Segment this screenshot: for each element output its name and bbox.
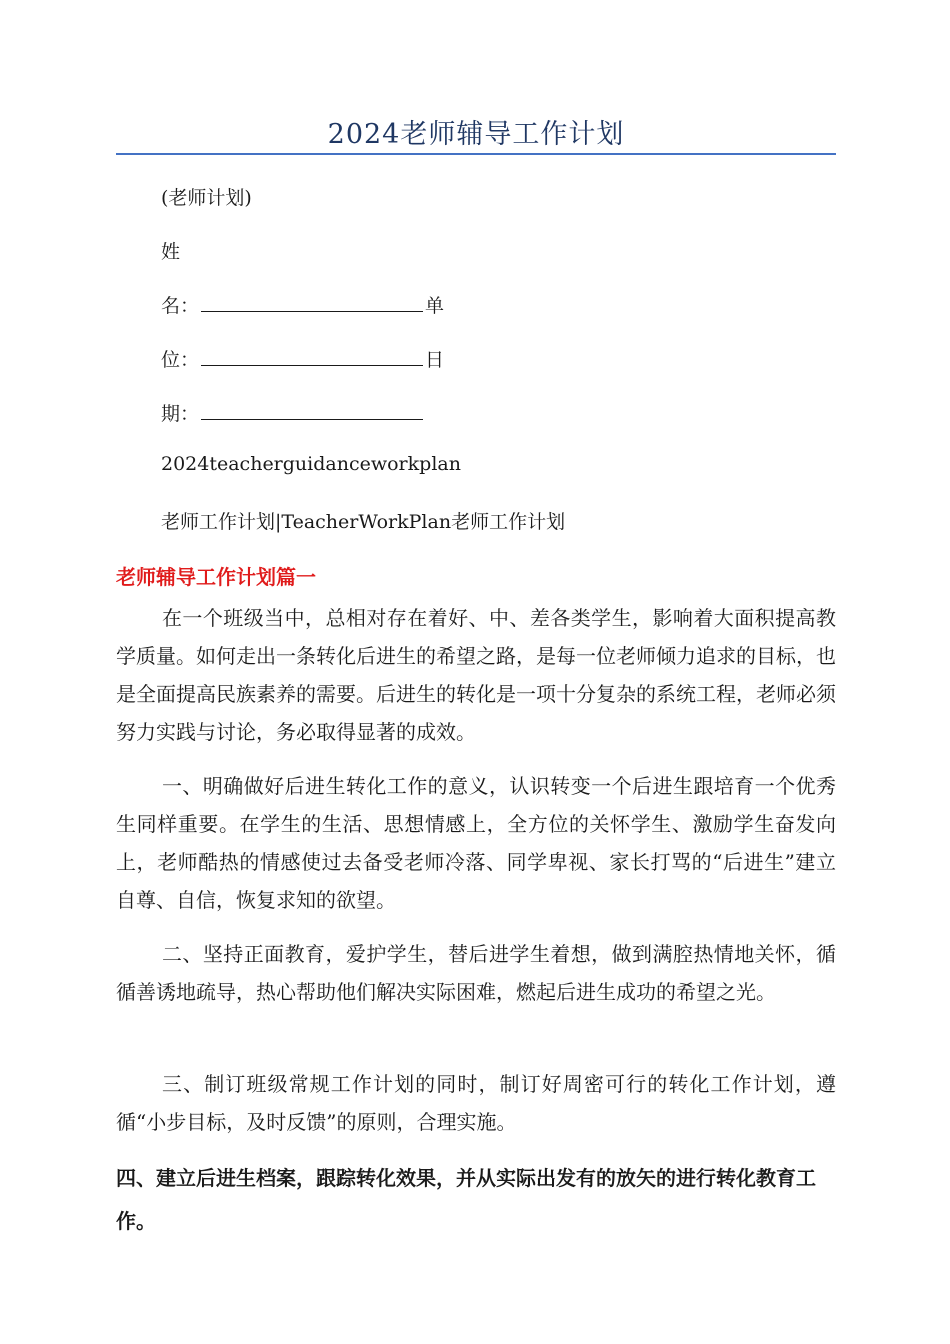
unit-blank-line: [201, 347, 423, 366]
document-title: 2024老师辅导工作计划: [327, 119, 625, 150]
paragraph-point-3: 三、制订班级常规工作计划的同时，制订好周密可行的转化工作计划，遵循“小步目标，及时反馈”的原则，合理实施。: [116, 1072, 836, 1134]
paragraph-point-1: 一、明确做好后进生转化工作的意义，认识转变一个后进生跟培育一个优秀生同样重要。在学生的生活、思想情感上，全方位的关怀学生、激励学生奋发向上，老师酷热的情感使过去备受老师冷落、同学卑视、家长打骂的“后进生”建立自尊、自信，恢复求知的欲望。: [116, 774, 836, 912]
date-field-label: 期：: [161, 403, 200, 425]
category-line: 老师工作计划|TeacherWorkPlan老师工作计划: [161, 511, 566, 533]
paragraph-point-2: 二、坚持正面教育，爱护学生，替后进学生着想，做到满腔热情地关怀，循循善诱地疏导，热心帮助他们解决实际困难，燃起后进生成功的希望之光。: [116, 942, 836, 1004]
date-field-row: [161, 399, 425, 426]
unit-field-label: 位：: [161, 349, 200, 371]
english-title-line: 2024teacherguidanceworkplan: [161, 453, 461, 475]
name-blank-line: [201, 293, 423, 312]
name-field-row: [161, 291, 444, 318]
document-subtitle: (老师计划): [161, 187, 252, 209]
title-divider: [116, 153, 836, 155]
name-field-label: 名：: [161, 295, 200, 317]
unit-field-label-part1: 单: [425, 295, 445, 317]
date-field-label-part1: 日: [425, 349, 445, 371]
unit-field-row: [161, 345, 444, 372]
name-field-label-part1: 姓: [161, 241, 181, 263]
date-blank-line: [201, 401, 423, 420]
paragraph-intro: 在一个班级当中，总相对存在着好、中、差各类学生，影响着大面积提高教学质量。如何走出一条转化后进生的希望之路，是每一位老师倾力追求的目标，也是全面提高民族素养的需要。后进生的转化是一项十分复杂的系统工程，老师必须努力实践与讨论，务必取得显著的成效。: [116, 606, 836, 744]
section-heading: 老师辅导工作计划篇一: [116, 565, 316, 589]
paragraph-point-4-bold: 四、建立后进生档案，跟踪转化效果，并从实际出发有的放矢的进行转化教育工作。: [116, 1166, 816, 1233]
